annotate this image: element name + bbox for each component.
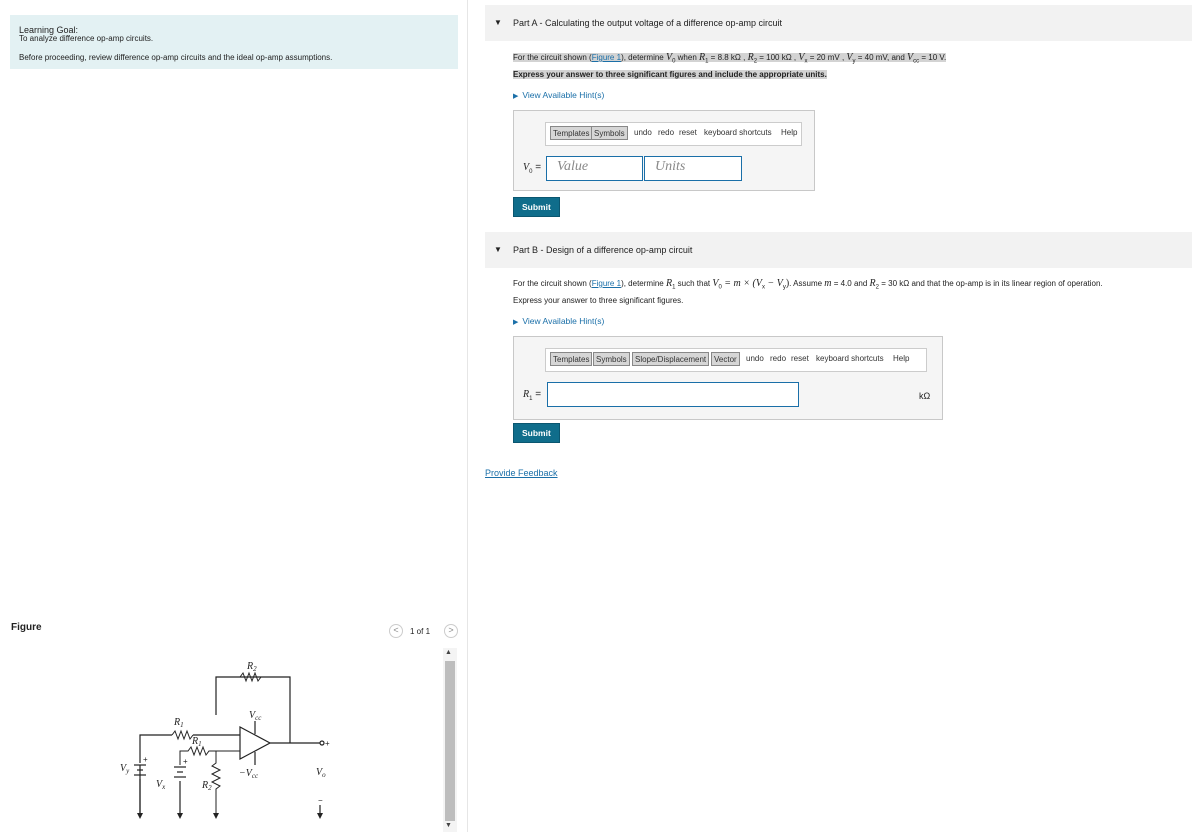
- partB-answer-box: [513, 336, 943, 420]
- keyboard-shortcuts-button[interactable]: keyboard shortcuts: [704, 128, 772, 137]
- partB-header[interactable]: [485, 232, 1192, 268]
- label-vcc-bottom: $-V_{cc}$: [239, 768, 259, 780]
- label-vo: $V_o$: [316, 767, 326, 779]
- collapse-triangle-icon[interactable]: ▼: [494, 18, 502, 27]
- resistor-r1-mid: [180, 747, 240, 765]
- redo-button[interactable]: redo: [770, 354, 787, 363]
- partB-question: For the circuit shown (Figure 1), determine $R_1$ such that $V_0 = m \times (V_x - V_y)$. Assume m = 4.0 and $R_2 = 30$ kΩ and that the op-amp is in its linear region of operation.: [513, 278, 1103, 291]
- label-r2-bottom: $R_2$: [202, 780, 212, 792]
- output-minus: −: [318, 796, 323, 805]
- output-plus: +: [325, 739, 330, 748]
- learning-goal-note: Before proceeding, review difference op-amp circuits and the ideal op-amp assumptions.: [19, 53, 333, 62]
- figure-link[interactable]: Figure 1: [591, 53, 622, 62]
- partB-title: Part B - Design of a difference op-amp circuit: [513, 245, 693, 255]
- slope-displacement-button[interactable]: Slope/Displacement: [632, 352, 709, 366]
- templates-button[interactable]: Templates: [550, 352, 592, 366]
- learning-goal-heading: Learning Goal:: [19, 25, 79, 35]
- expand-arrow-icon: ▶: [513, 93, 519, 100]
- redo-button[interactable]: redo: [658, 128, 675, 137]
- scroll-down-icon[interactable]: ▼: [445, 822, 452, 829]
- help-button[interactable]: Help: [893, 354, 910, 363]
- partB-answer-label: $R_1$ =: [523, 389, 542, 402]
- learning-goal-text: To analyze difference op-amp circuits.: [19, 34, 154, 43]
- undo-button[interactable]: undo: [634, 128, 652, 137]
- partA-submit-button[interactable]: Submit: [513, 197, 560, 217]
- undo-button[interactable]: undo: [746, 354, 764, 363]
- partB-submit-button[interactable]: Submit: [513, 423, 560, 443]
- vx-plus: +: [183, 757, 188, 766]
- vector-button[interactable]: Vector: [711, 352, 740, 366]
- keyboard-shortcuts-button[interactable]: keyboard shortcuts: [816, 354, 884, 363]
- resistor-r2-bottom: [212, 751, 220, 815]
- label-r2-top: $R_2$: [247, 661, 257, 673]
- collapse-triangle-icon[interactable]: ▼: [494, 245, 502, 254]
- units-input[interactable]: Units: [644, 156, 742, 181]
- label-vy: $V_y$: [120, 763, 130, 775]
- expand-arrow-icon: ▶: [513, 319, 519, 326]
- reset-button[interactable]: reset: [791, 354, 809, 363]
- figure-next-button[interactable]: >: [444, 624, 458, 638]
- help-button[interactable]: Help: [781, 128, 798, 137]
- partB-instruction: Express your answer to three significant figures.: [513, 296, 684, 305]
- partA-answer-label: $V_0$ =: [523, 162, 542, 175]
- scroll-up-icon[interactable]: ▲: [445, 649, 452, 656]
- symbols-button[interactable]: Symbols: [593, 352, 630, 366]
- partB-hint-link[interactable]: ▶ View Available Hint(s): [513, 316, 605, 326]
- label-vx: $V_x$: [156, 779, 166, 791]
- unit-label: kΩ: [919, 391, 931, 401]
- resistor-r1-left: [172, 731, 193, 739]
- learning-goal-box: [10, 15, 458, 69]
- partA-toolbar: [545, 122, 802, 146]
- pane-divider: [467, 0, 468, 832]
- figure-link[interactable]: Figure 1: [591, 279, 622, 288]
- partA-answer-box: [513, 110, 815, 191]
- templates-button[interactable]: Templates: [550, 126, 592, 140]
- reset-button[interactable]: reset: [679, 128, 697, 137]
- partA-hint-link[interactable]: ▶ View Available Hint(s): [513, 90, 605, 100]
- partA-question: For the circuit shown (Figure 1), determine $V_0$ when $R_1 = 8.8$ kΩ , $R_2 = 100$ kΩ , $V_x = 20$ mV , $V_y = 40$ mV, and $V_{cc} = 10$ V.: [513, 52, 947, 65]
- partA-title: Part A - Calculating the output voltage of a difference op-amp circuit: [513, 18, 782, 28]
- partA-instruction: Express your answer to three significant figures and include the appropriate units.: [513, 70, 827, 79]
- vy-plus: +: [143, 755, 148, 764]
- r1-answer-input[interactable]: [547, 382, 799, 407]
- symbols-button[interactable]: Symbols: [591, 126, 628, 140]
- label-vcc-top: $V_{cc}$: [249, 710, 262, 722]
- partA-header[interactable]: [485, 5, 1192, 41]
- figure-label: Figure: [11, 622, 42, 633]
- figure-scrollbar-thumb[interactable]: [445, 661, 455, 821]
- circuit-diagram: [110, 655, 360, 825]
- value-input[interactable]: Value: [546, 156, 643, 181]
- figure-prev-button[interactable]: <: [389, 624, 403, 638]
- partB-toolbar: [545, 348, 927, 372]
- provide-feedback-link[interactable]: Provide Feedback: [485, 468, 558, 478]
- label-r1-left: $R_1$: [174, 717, 184, 729]
- figure-pager: 1 of 1: [410, 627, 431, 636]
- label-r1-mid: $R_1$: [192, 736, 202, 748]
